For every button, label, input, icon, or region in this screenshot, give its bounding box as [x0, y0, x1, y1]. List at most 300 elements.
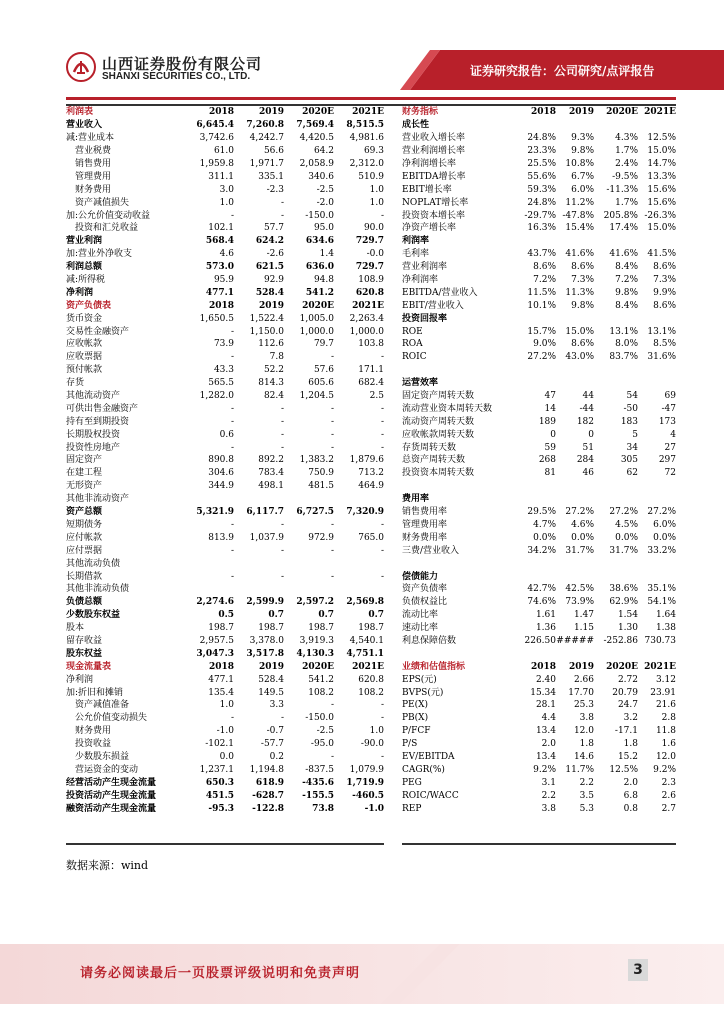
row-value: - [380, 352, 384, 363]
row-value: 3,378.0 [249, 635, 284, 646]
row-value [516, 647, 556, 660]
row-value: 52.2 [263, 365, 284, 376]
row-value: 2.4% [615, 159, 638, 169]
row-value: 3,919.3 [299, 635, 334, 646]
row-value: 7.2% [533, 275, 556, 286]
table-row [66, 763, 384, 776]
row-value [594, 235, 638, 248]
row-value: 890.8 [208, 455, 234, 466]
row-value: 9.0% [533, 339, 556, 350]
table-row [402, 441, 676, 454]
row-value: 4.4 [541, 713, 556, 724]
row-value: 15.34 [530, 687, 556, 698]
row-value: 2.0 [541, 739, 556, 750]
row-value [556, 377, 594, 390]
row-value: 9.2% [533, 764, 556, 775]
row-value: 198.7 [358, 623, 384, 634]
row-label: 加:折旧和摊销 [66, 687, 124, 698]
row-value: 2,597.2 [296, 597, 334, 608]
row-value: 1.0 [219, 700, 234, 711]
page-header [0, 0, 724, 95]
table-row [402, 493, 676, 506]
table-row [66, 673, 384, 686]
row-value: 541.2 [305, 287, 334, 298]
row-value: 0.7 [268, 610, 284, 621]
row-value: 2,058.9 [299, 159, 334, 169]
row-value: 62 [626, 468, 638, 479]
row-value: 17.70 [568, 687, 594, 698]
row-value: 1,383.2 [299, 455, 334, 466]
row-value: 1.0 [219, 197, 234, 208]
row-value: 15.2 [617, 751, 638, 762]
row-value: 27.2% [527, 352, 556, 363]
row-label: 加:营业外净收支 [66, 249, 133, 260]
row-value: 24.7 [617, 700, 638, 711]
row-value: 0.0% [653, 532, 676, 543]
row-value: 2021E [644, 107, 676, 118]
row-value [284, 493, 334, 506]
row-value: 183 [620, 416, 638, 427]
row-label: BVPS(元) [402, 687, 444, 698]
row-value: 27 [664, 442, 676, 453]
row-value: - [380, 403, 384, 414]
table-row [66, 467, 384, 480]
row-value: 9.8% [571, 300, 594, 311]
row-label: 无形资产 [66, 481, 103, 492]
table-row [66, 415, 384, 428]
table-row [66, 712, 384, 725]
row-value: 2019 [258, 661, 284, 672]
row-label: 速动比率 [402, 623, 439, 634]
table-row [402, 789, 676, 802]
table-row [66, 557, 384, 570]
row-label: 净利润率 [402, 275, 439, 286]
row-value: 33.2% [647, 545, 676, 556]
row-label: 利润表 [66, 107, 94, 118]
row-label: 投资活动产生现金流量 [66, 790, 157, 801]
row-value: 43.3 [213, 365, 234, 376]
table-row [402, 686, 676, 699]
row-label: 少数股东损益 [66, 751, 130, 762]
row-value: 2.7 [661, 803, 676, 814]
row-value: -9.5% [612, 171, 638, 182]
row-label: 管理费用率 [402, 519, 448, 530]
row-value: -122.8 [252, 803, 284, 814]
table-row [402, 467, 676, 480]
row-value: 682.4 [358, 378, 384, 389]
row-value: 24.8% [527, 133, 556, 144]
row-value: 4.6 [219, 249, 234, 260]
row-value: -47 [661, 403, 676, 414]
row-label: 股东权益 [66, 648, 103, 659]
row-label: 应收帐款周转天数 [402, 429, 475, 440]
table-row [402, 299, 676, 312]
row-label: 财务费用率 [402, 532, 448, 543]
row-value: - [230, 210, 234, 221]
row-value: 41.6% [565, 249, 594, 260]
row-value [516, 377, 556, 390]
row-value: - [280, 442, 284, 453]
row-value: ##### [556, 635, 594, 646]
row-value: 481.5 [308, 481, 334, 492]
row-value: 82.4 [263, 391, 284, 402]
row-value: 6,727.5 [296, 507, 334, 518]
row-value: 69.3 [363, 146, 384, 157]
row-value: - [380, 429, 384, 440]
row-label: 融资活动产生现金流量 [66, 803, 157, 814]
row-value [234, 557, 284, 570]
row-value: 3.0 [219, 184, 234, 195]
table-row [66, 351, 384, 364]
row-value [638, 647, 676, 660]
row-label: 减:营业成本 [66, 133, 115, 144]
row-value: 2019 [568, 661, 594, 672]
row-value [556, 570, 594, 583]
row-value: 31.7% [565, 545, 594, 556]
row-value: 304.6 [208, 468, 234, 479]
row-value: - [380, 442, 384, 453]
table-row [66, 364, 384, 377]
row-value: 198.7 [208, 623, 234, 634]
row-label: 加:公允价值变动收益 [66, 210, 151, 221]
row-value: - [330, 442, 334, 453]
row-value [638, 235, 676, 248]
row-value [516, 235, 556, 248]
row-value: 1,879.6 [349, 455, 384, 466]
row-label: 其他流动负债 [66, 558, 121, 569]
row-label: ROIC [402, 352, 427, 363]
row-value: 13.1% [647, 326, 676, 337]
row-label: 财务费用 [66, 184, 112, 195]
row-value: 198.7 [308, 623, 334, 634]
row-value: 729.7 [355, 262, 384, 273]
row-value: 149.5 [258, 687, 284, 698]
row-value: 102.1 [208, 223, 234, 234]
row-value: 9.2% [653, 764, 676, 775]
row-value: 1,000.0 [299, 326, 334, 337]
table-row [402, 338, 676, 351]
row-value: 15.4% [565, 223, 594, 234]
row-label: 净资产增长率 [402, 223, 457, 234]
table-row [66, 390, 384, 403]
row-value: 541.2 [308, 674, 334, 685]
row-value: 1,005.0 [299, 313, 334, 324]
financial-statements-table [66, 106, 384, 815]
table-row [402, 428, 676, 441]
table-row [66, 119, 384, 132]
row-value [184, 557, 234, 570]
row-value: 11.2% [565, 197, 594, 208]
table-row [402, 660, 676, 673]
row-label: 应收票据 [66, 352, 103, 363]
row-value: 182 [576, 416, 594, 427]
row-value: 0.7 [318, 610, 334, 621]
row-value: 1,194.8 [249, 764, 284, 775]
row-label: 管理费用 [66, 171, 112, 182]
row-value: 1.8 [579, 739, 594, 750]
row-value: 4.7% [533, 519, 556, 530]
row-value: 9.3% [571, 133, 594, 144]
row-label: 少数股东权益 [66, 610, 121, 621]
row-value [556, 364, 594, 377]
row-value: 0 [588, 429, 594, 440]
row-value: 2018 [530, 661, 556, 672]
row-value: 25.5% [527, 159, 556, 169]
row-value: - [280, 197, 284, 208]
table-row [66, 531, 384, 544]
row-value: 814.3 [258, 378, 284, 389]
row-label: 营业利润率 [402, 262, 448, 273]
row-value: -0.7 [266, 726, 284, 737]
row-value: 24.8% [527, 197, 556, 208]
table-row [66, 609, 384, 622]
table-row [402, 712, 676, 725]
row-value: 21.6 [655, 700, 676, 711]
row-value: 1.7% [615, 197, 638, 208]
row-value: 0.0% [533, 532, 556, 543]
row-value: -2.5 [316, 726, 334, 737]
table-row [402, 377, 676, 390]
row-value: 284 [576, 455, 594, 466]
row-value [516, 557, 556, 570]
table-row [66, 170, 384, 183]
row-value: 1,000.0 [349, 326, 384, 337]
row-value: -95.0 [310, 739, 334, 750]
row-label: 资产负债率 [402, 584, 448, 595]
row-label: 业绩和估值指标 [402, 661, 466, 672]
table-row [402, 274, 676, 287]
row-value [594, 557, 638, 570]
row-value: 8.6% [653, 300, 676, 311]
table-row [402, 261, 676, 274]
table-row [66, 622, 384, 635]
row-label [402, 557, 516, 570]
row-value: 54 [626, 391, 638, 402]
row-value: 2.72 [617, 674, 638, 685]
row-value: 624.2 [255, 236, 284, 247]
row-value: 2.3 [661, 777, 676, 788]
table-row [402, 609, 676, 622]
row-value: 57.6 [313, 365, 334, 376]
row-value: 6.8 [623, 790, 638, 801]
row-value: 713.2 [358, 468, 384, 479]
row-value [516, 570, 556, 583]
row-value [638, 119, 676, 132]
row-value: 1,959.8 [199, 159, 234, 169]
row-value: -460.5 [352, 790, 384, 801]
row-value: 2.8 [661, 713, 676, 724]
row-value: 95.9 [213, 275, 234, 286]
row-value: - [280, 545, 284, 556]
row-value: 13.4 [535, 726, 556, 737]
row-value [556, 557, 594, 570]
row-label: EBITDA增长率 [402, 171, 466, 182]
row-value: - [380, 713, 384, 724]
row-value: 23.91 [650, 687, 676, 698]
row-value [334, 493, 384, 506]
row-value: - [230, 545, 234, 556]
row-value: 31.6% [647, 352, 676, 363]
row-value: 0.7 [368, 610, 384, 621]
row-value: 620.8 [355, 287, 384, 298]
row-value: 108.9 [358, 275, 384, 286]
row-label: 资产减值准备 [66, 700, 130, 711]
row-value: 81 [544, 468, 556, 479]
row-value: 64.2 [313, 146, 334, 157]
row-value: - [330, 545, 334, 556]
row-value: 34 [626, 442, 638, 453]
row-label: 货币资金 [66, 313, 103, 324]
row-value [556, 480, 594, 493]
row-value: -2.3 [266, 184, 284, 195]
row-value: - [280, 571, 284, 582]
row-value: 2021E [352, 661, 384, 672]
table-row [402, 480, 676, 493]
row-value: 1.8 [623, 739, 638, 750]
row-value: - [230, 571, 234, 582]
row-label: 其他非流动资产 [66, 494, 130, 505]
row-value: 1.7% [615, 146, 638, 157]
table-row [402, 222, 676, 235]
row-value: 0.8 [623, 803, 638, 814]
row-value: 972.9 [308, 532, 334, 543]
row-label: 三费/营业收入 [402, 545, 460, 556]
row-label: 长期借款 [66, 571, 103, 582]
row-value: 2019 [258, 107, 284, 118]
row-label: 固定资产周转天数 [402, 391, 475, 402]
table-row [66, 519, 384, 532]
right-table-bottom-border [402, 843, 676, 845]
row-value: 3.8 [541, 803, 556, 814]
row-label: 利润总额 [66, 262, 103, 273]
row-value [184, 493, 234, 506]
row-value: 4,420.5 [299, 133, 334, 144]
row-value: 4 [670, 429, 676, 440]
row-value: - [230, 352, 234, 363]
table-row [66, 158, 384, 171]
row-label: 资产负债表 [66, 300, 112, 311]
row-value: 528.4 [258, 674, 284, 685]
table-row [66, 480, 384, 493]
table-row [66, 570, 384, 583]
row-value: 2020E [302, 300, 334, 311]
row-label: 预付帐款 [66, 365, 103, 376]
row-label: 负债权益比 [402, 597, 448, 608]
row-value: - [380, 571, 384, 582]
row-value: 73.9% [565, 597, 594, 608]
row-value: -90.0 [360, 739, 384, 750]
row-value: 8.4% [615, 300, 638, 311]
row-value: 1,282.0 [199, 391, 234, 402]
row-value: 31.7% [609, 545, 638, 556]
row-value: 2.0 [623, 777, 638, 788]
table-row [66, 699, 384, 712]
table-row [66, 299, 384, 312]
row-value: - [230, 519, 234, 530]
row-value [284, 557, 334, 570]
table-row [402, 531, 676, 544]
row-value: 1,150.0 [249, 326, 284, 337]
row-value: 498.1 [258, 481, 284, 492]
row-value: 2,263.4 [349, 313, 384, 324]
row-label: 经营活动产生现金流量 [66, 777, 157, 788]
row-label: 运营效率 [402, 378, 439, 389]
table-row [402, 454, 676, 467]
row-value: 41.6% [609, 249, 638, 260]
row-value: 15.6% [647, 197, 676, 208]
row-label: 投资回报率 [402, 313, 448, 324]
row-value: 44 [582, 391, 594, 402]
row-value: 1.64 [655, 610, 676, 621]
row-label: 长期股权投资 [66, 429, 121, 440]
table-row [402, 738, 676, 751]
row-value: 7.3% [653, 275, 676, 286]
row-value: 7.3% [571, 275, 594, 286]
row-value: 3.5 [579, 790, 594, 801]
row-label: 财务指标 [402, 107, 439, 118]
row-value: 2019 [258, 300, 284, 311]
table-row [402, 390, 676, 403]
row-value [594, 647, 638, 660]
row-value: - [330, 519, 334, 530]
row-value: 6.7% [571, 171, 594, 182]
row-value [334, 557, 384, 570]
row-value: 13.4 [535, 751, 556, 762]
row-value: 47 [544, 391, 556, 402]
row-value: -150.0 [305, 713, 334, 724]
row-value: 12.5% [609, 764, 638, 775]
table-row [66, 132, 384, 145]
row-value [638, 312, 676, 325]
row-value [638, 480, 676, 493]
row-value: 1.15 [573, 623, 594, 634]
row-value [516, 364, 556, 377]
row-value: -11.3% [606, 184, 638, 195]
row-value: 189 [538, 416, 556, 427]
row-label: 营运资金的变动 [66, 764, 139, 775]
row-label: 固定资产 [66, 455, 103, 466]
table-row [402, 248, 676, 261]
row-value: 11.7% [565, 764, 594, 775]
disclaimer-text: 请务必阅读最后一页股票评级说明和免责声明 [80, 966, 361, 981]
row-value: 23.3% [527, 146, 556, 157]
row-value: 14.6 [573, 751, 594, 762]
row-value: 1,037.9 [249, 532, 284, 543]
row-value: -47.8% [562, 210, 594, 221]
row-value: 477.1 [208, 674, 234, 685]
row-value [556, 235, 594, 248]
row-value: 3,047.3 [196, 648, 234, 659]
row-value: 29.5% [527, 507, 556, 518]
row-value: 12.0 [573, 726, 594, 737]
row-value: 4,751.1 [346, 648, 384, 659]
table-row [66, 248, 384, 261]
row-value: 1,204.5 [299, 391, 334, 402]
row-value: 20.79 [612, 687, 638, 698]
row-value: -435.6 [302, 777, 334, 788]
row-value: 9.8% [571, 146, 594, 157]
row-value: 477.1 [205, 287, 234, 298]
table-row [66, 325, 384, 338]
row-label: 投资收益 [66, 739, 112, 750]
row-value: 173 [658, 416, 676, 427]
table-row [402, 583, 676, 596]
row-value: - [230, 442, 234, 453]
table-row [66, 235, 384, 248]
row-value: 8.6% [571, 339, 594, 350]
row-value: - [280, 403, 284, 414]
table-row [402, 119, 676, 132]
